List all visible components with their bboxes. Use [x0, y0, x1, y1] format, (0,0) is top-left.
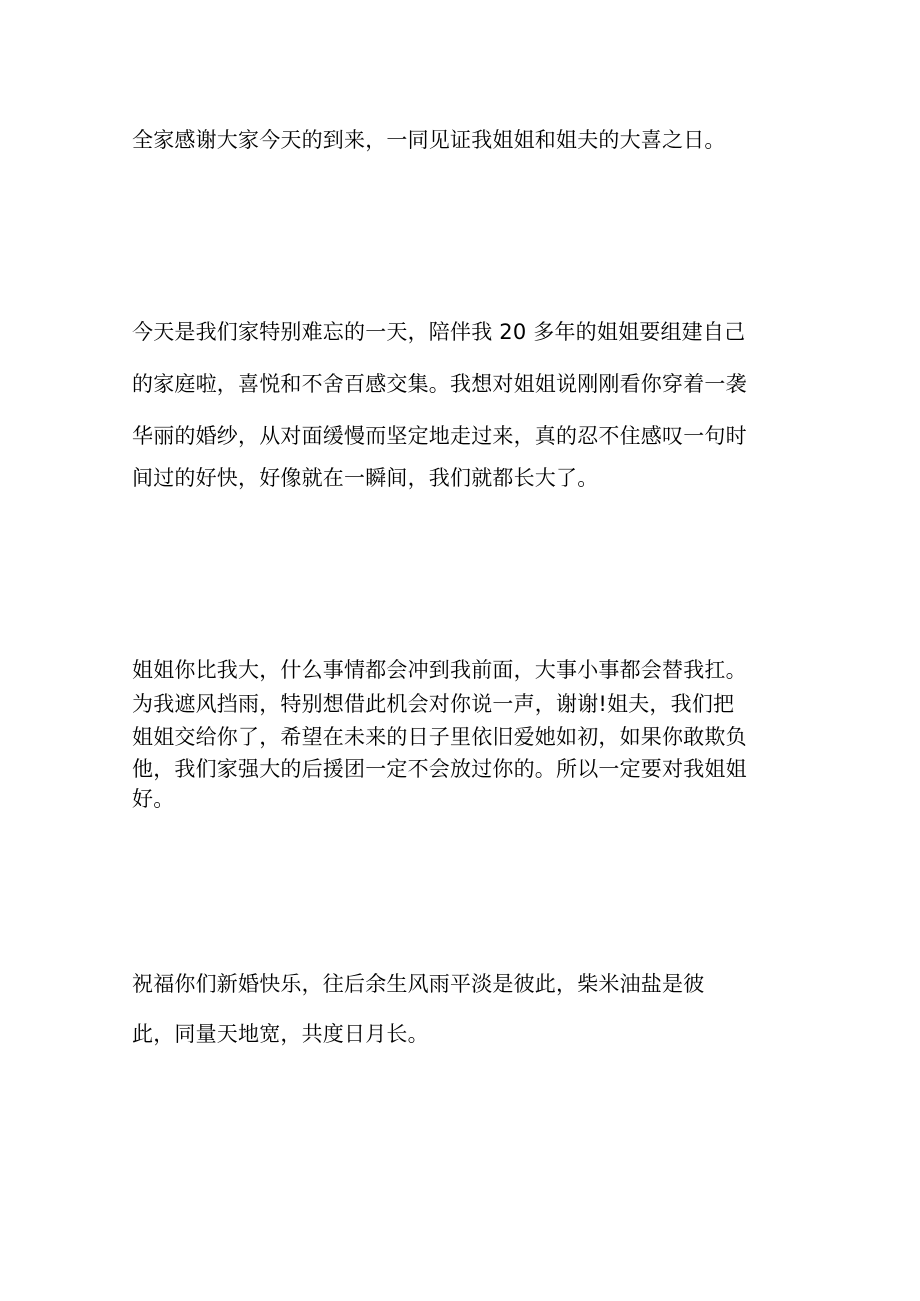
paragraph-line: 好。 [132, 787, 175, 811]
paragraph-line: 祝福你们新婚快乐，往后余生风雨平淡是彼此，柴米油盐是彼 [132, 972, 705, 996]
paragraph-line: 华丽的婚纱，从对面缓慢而坚定地走过来，真的忍不住感叹一句时 [132, 424, 747, 448]
paragraph-line: 的家庭啦，喜悦和不舍百感交集。我想对姐姐说刚刚看你穿着一袭 [132, 372, 747, 396]
paragraph-line: 姐姐交给你了，希望在未来的日子里依旧爱她如初，如果你敢欺负 [132, 725, 747, 749]
paragraph-line: 全家感谢大家今天的到来，一同见证我姐姐和姐夫的大喜之日。 [132, 128, 726, 152]
paragraph-line: 他，我们家强大的后援团一定不会放过你的。所以一定要对我姐姐 [132, 757, 747, 781]
paragraph-line: 为我遮风挡雨，特别想借此机会对你说一声，谢谢!姐夫，我们把 [132, 692, 735, 716]
paragraph-line: 今天是我们家特别难忘的一天，陪伴我 20 多年的姐姐要组建自己 [132, 320, 746, 344]
paragraph-line: 此，同量天地宽，共度日月长。 [132, 1022, 429, 1046]
paragraph-line: 姐姐你比我大，什么事情都会冲到我前面，大事小事都会替我扛。 [132, 658, 747, 682]
paragraph-line: 间过的好快，好像就在一瞬间，我们就都长大了。 [132, 466, 599, 490]
